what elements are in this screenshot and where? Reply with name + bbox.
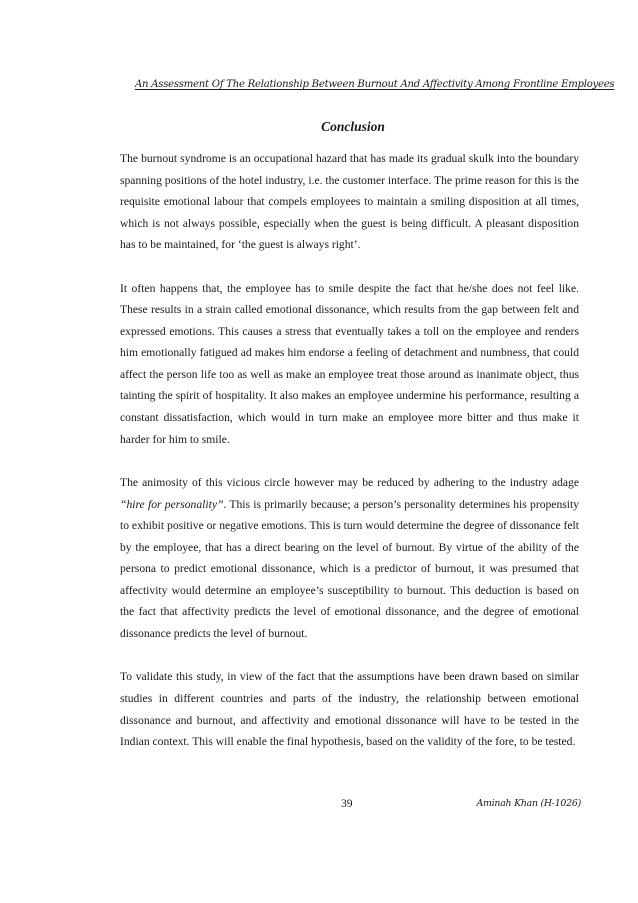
author-footer: Aminah Khan (H-1026): [476, 798, 581, 809]
paragraph-4: To validate this study, in view of the fact that the assumptions have been drawn based on similar studies in different countries and parts of the industry, the relationship between emotional dissonance and burnout, and affectivity and emotional dissonance will have to be tested in the Indian context. This will enable the final hypothesis, based on the validity of the fore, to be tested.: [120, 670, 579, 749]
paragraph-3: [120, 472, 579, 644]
paragraph-3-rest: . This is primarily because; a person’s personality determines his propensity to exhibit positive or negative emotions. This is turn would determine the degree of dissonance felt by the employee, that has a direct bearing on the level of burnout. By virtue of the ability of the persona to predict emotional dissonance, which is a predictor of burnout, it was presumed that affectivity would determine an employee’s susceptibility to burnout. This deduction is based on the fact that affectivity predicts the level of emotional dissonance, and the degree of emotional dissonance predicts the level of burnout.: [120, 497, 580, 640]
paragraph-3-lead: The animosity of this vicious circle however may be reduced by adhering to the industry adage: [120, 476, 579, 490]
running-header: An Assessment Of The Relationship Between Burnout And Affectivity Among Frontline Employees: [135, 79, 615, 90]
paragraph-2: It often happens that, the employee has to smile despite the fact that he/she does not feel like. These results in a strain called emotional dissonance, which results from the gap between felt and expressed emotions. This causes a stress that eventually takes a toll on the employee and renders him emotionally fatigued ad makes him endorse a feeling of detachment and numbness, that could affect the person life too as well as make an employee treat those around as inanimate object, thus tainting the spirit of hospitality. It also makes an employee undermine his performance, resulting a constant dissatisfaction, which would in turn make an employee more bitter and thus make it harder for him to smile.: [120, 281, 579, 446]
paragraph-1: The burnout syndrome is an occupational hazard that has made its gradual skulk into the boundary spanning positions of the hotel industry, i.e. the customer interface. The prime reason for this is the requisite emotional labour that compels employees to maintain a smiling disposition at all times, which is not always possible, especially when the guest is being difficult. A pleasant disposition has to be maintained, for ‘the guest is always right’.: [120, 152, 579, 252]
paragraph-3-quote: “hire for personality”: [120, 497, 224, 511]
body-text: [120, 148, 579, 775]
page-number: 39: [341, 797, 353, 810]
section-title: Conclusion: [321, 119, 385, 134]
